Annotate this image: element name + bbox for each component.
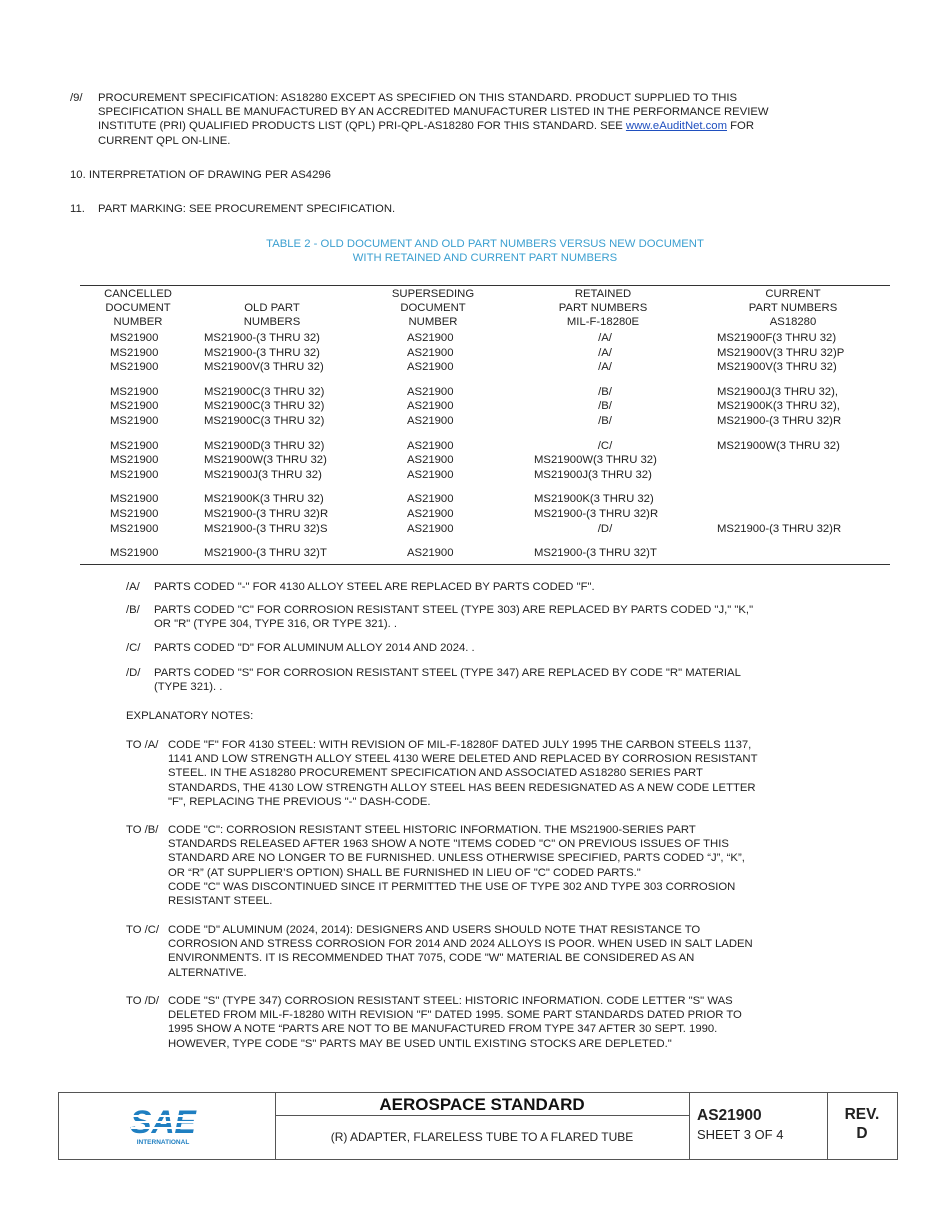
table-row bbox=[80, 346, 890, 361]
revision-value: D bbox=[856, 1125, 868, 1142]
superseding-document: AS21900 bbox=[407, 507, 454, 520]
eauditnet-link[interactable]: www.eAuditNet.com bbox=[625, 120, 728, 133]
retained-part-number: /A/ bbox=[598, 361, 612, 374]
cancelled-document: MS21900 bbox=[110, 346, 159, 359]
explanatory-c-tag: TO /C/ bbox=[126, 924, 160, 936]
note-9 bbox=[70, 91, 870, 148]
table-row bbox=[80, 453, 890, 468]
header-cancelled-document: CANCELLED DOCUMENT NUMBER bbox=[104, 288, 172, 329]
cancelled-document: MS21900 bbox=[110, 400, 159, 413]
current-part-number: MS21900J(3 THRU 32), bbox=[717, 385, 838, 398]
old-part-number: MS21900C(3 THRU 32) bbox=[204, 400, 325, 413]
current-part-number: MS21900-(3 THRU 32)R bbox=[717, 414, 842, 427]
note-9-body-after: FOR CURRENT QPL ON-LINE. bbox=[98, 120, 755, 147]
sae-logo bbox=[59, 1093, 275, 1159]
cancelled-document: MS21900 bbox=[110, 547, 159, 560]
explanatory-heading: EXPLANATORY NOTES: bbox=[126, 710, 254, 722]
table-row bbox=[80, 414, 890, 429]
footnote-c bbox=[126, 641, 846, 655]
footnote-c-tag: /C/ bbox=[126, 642, 141, 654]
retained-part-number: /B/ bbox=[598, 385, 612, 398]
note-11-tag: 11. bbox=[70, 203, 85, 215]
current-part-number: MS21900K(3 THRU 32), bbox=[717, 400, 840, 413]
table-bottom-rule bbox=[80, 564, 890, 565]
table-row bbox=[80, 399, 890, 414]
current-part-number: MS21900-(3 THRU 32)R bbox=[717, 522, 842, 535]
revision-cell bbox=[827, 1093, 897, 1159]
document-title: (R) ADAPTER, FLARELESS TUBE TO A FLARED TUBE bbox=[330, 1130, 634, 1144]
cancelled-document: MS21900 bbox=[110, 385, 159, 398]
retained-part-number: /A/ bbox=[598, 346, 612, 359]
table-row bbox=[80, 385, 890, 400]
old-part-number: MS21900-(3 THRU 32)S bbox=[204, 522, 328, 535]
table-row bbox=[80, 439, 890, 454]
superseding-document: AS21900 bbox=[407, 547, 454, 560]
retained-part-number: MS21900-(3 THRU 32)R bbox=[534, 507, 659, 520]
note-9-body: PROCUREMENT SPECIFICATION: AS18280 EXCEPT AS SPECIFIED ON THIS STANDARD. PRODUCT SUPPLIED TO THIS SPECIFICATION SHALL BE MANUFACTURED BY AN ACCREDITED MANUFACTURER LISTED IN THE PERFORMANCE REVIEW INSTITUTE (PRI) QUALIFIED PRODUCTS LIST (QPL) PRI-QPL-AS18280 FOR THIS STANDARD. SEE bbox=[98, 92, 769, 133]
old-part-number: MS21900K(3 THRU 32) bbox=[204, 493, 324, 506]
footnote-c-text: PARTS CODED "D" FOR ALUMINUM ALLOY 2014 AND 2024. . bbox=[154, 642, 475, 654]
footnote-b-text: PARTS CODED "C" FOR CORROSION RESISTANT STEEL (TYPE 303) ARE REPLACED BY PARTS CODED "J," "K," OR "R" (TYPE 304, TYPE 316, OR TYPE 321). . bbox=[154, 604, 754, 631]
retained-part-number: /B/ bbox=[598, 414, 612, 427]
retained-part-number: /B/ bbox=[598, 400, 612, 413]
table-title bbox=[80, 237, 890, 265]
superseding-document: AS21900 bbox=[407, 414, 454, 427]
cancelled-document: MS21900 bbox=[110, 414, 159, 427]
explanatory-c bbox=[126, 923, 846, 980]
old-part-number: MS21900-(3 THRU 32)T bbox=[204, 547, 327, 560]
old-part-number: MS21900-(3 THRU 32) bbox=[204, 332, 320, 344]
current-part-number: MS21900W(3 THRU 32) bbox=[717, 439, 840, 452]
superseding-document: AS21900 bbox=[407, 346, 454, 359]
sae-logo-subtitle: INTERNATIONAL bbox=[136, 1139, 190, 1146]
header-current-part-numbers: CURRENT PART NUMBERS AS18280 bbox=[748, 288, 838, 329]
cancelled-document: MS21900 bbox=[110, 454, 159, 467]
header-superseding-document: SUPERSEDING DOCUMENT NUMBER bbox=[391, 288, 475, 329]
document-number-cell bbox=[689, 1093, 828, 1159]
retained-part-number: MS21900J(3 THRU 32) bbox=[534, 468, 652, 481]
table-title-line-1: TABLE 2 - OLD DOCUMENT AND OLD PART NUMBERS VERSUS NEW DOCUMENT bbox=[266, 238, 704, 250]
table-top-rule bbox=[80, 285, 890, 286]
table-row bbox=[80, 360, 890, 375]
explanatory-b-text: CODE "C": CORROSION RESISTANT STEEL HISTORIC INFORMATION. THE MS21900-SERIES PART STANDARDS RELEASED AFTER 1963 SHOW A NOTE "ITEMS CODED "C" ON PREVIOUS ISSUES OF THIS STANDARD ARE NO LONGER TO BE FURNISHED. UNLESS OTHERWISE SPECIFIED, PARTS CODED “J”, “K”, OR “R” (AT SUPPLIER’S OPTION) SHALL BE FURNISHED IN LIEU OF "C" CODED PARTS." CODE "C" WAS DISCONTINUED SINCE IT PERMITTED THE USE OF TYPE 302 AND TYPE 303 CORROSION RESISTANT STEEL. bbox=[168, 824, 745, 908]
superseding-document: AS21900 bbox=[407, 361, 454, 374]
sae-logo-cell bbox=[59, 1093, 276, 1159]
cancelled-document: MS21900 bbox=[110, 468, 159, 481]
old-part-number: MS21900-(3 THRU 32)R bbox=[204, 507, 329, 520]
superseding-document: AS21900 bbox=[407, 332, 454, 344]
sheet-number: SHEET 3 OF 4 bbox=[697, 1127, 784, 1142]
superseding-document: AS21900 bbox=[407, 439, 454, 452]
explanatory-d-tag: TO /D/ bbox=[126, 995, 160, 1007]
footnote-d bbox=[126, 666, 846, 694]
title-cell bbox=[275, 1093, 690, 1159]
superseding-document: AS21900 bbox=[407, 454, 454, 467]
footnote-a bbox=[126, 580, 846, 594]
superseding-document: AS21900 bbox=[407, 400, 454, 413]
current-part-number: MS21900F(3 THRU 32) bbox=[717, 332, 837, 344]
old-part-number: MS21900V(3 THRU 32) bbox=[204, 361, 324, 374]
old-part-number: MS21900D(3 THRU 32) bbox=[204, 439, 325, 452]
current-part-number: MS21900V(3 THRU 32)P bbox=[717, 346, 845, 359]
note-9-text bbox=[98, 91, 769, 148]
title-block bbox=[58, 1092, 898, 1160]
footnote-b-tag: /B/ bbox=[126, 604, 140, 616]
footnote-d-tag: /D/ bbox=[126, 667, 141, 679]
old-part-number: MS21900J(3 THRU 32) bbox=[204, 468, 322, 481]
retained-part-number: MS21900W(3 THRU 32) bbox=[534, 454, 657, 467]
table-row bbox=[80, 331, 890, 346]
table-row bbox=[80, 507, 890, 522]
note-9-tag: /9/ bbox=[70, 92, 83, 104]
explanatory-d-text: CODE "S" (TYPE 347) CORROSION RESISTANT STEEL: HISTORIC INFORMATION. CODE LETTER "S" WAS DELETED FROM MIL-F-18280 WITH REVISION "F" DATED 1995. SOME PART STANDARDS DATED PRIOR TO 1995 SHOW A NOTE “PARTS ARE NOT TO BE MANUFACTURED FROM TYPE 347 AFTER 30 SEPT. 1990. HOWEVER, TYPE CODE "S" PARTS MAY BE USED UNTIL EXISTING STOCKS ARE DEPLETED." bbox=[168, 995, 742, 1050]
retained-part-number: MS21900K(3 THRU 32) bbox=[534, 493, 654, 506]
explanatory-b bbox=[126, 823, 846, 908]
explanatory-a-tag: TO /A/ bbox=[126, 739, 159, 751]
explanatory-d bbox=[126, 994, 846, 1051]
old-part-number: MS21900-(3 THRU 32) bbox=[204, 346, 320, 359]
standard-type: AEROSPACE STANDARD bbox=[275, 1093, 689, 1116]
document-number: AS21900 bbox=[697, 1107, 762, 1124]
footnote-b bbox=[126, 603, 846, 631]
sae-logo-wordmark: SAE bbox=[130, 1104, 196, 1140]
retained-part-number: /A/ bbox=[598, 332, 612, 344]
retained-part-number: /D/ bbox=[597, 522, 613, 535]
superseding-document: AS21900 bbox=[407, 522, 454, 535]
table-row bbox=[80, 546, 890, 561]
table-row bbox=[80, 468, 890, 483]
superseding-document: AS21900 bbox=[407, 468, 454, 481]
current-part-number: MS21900V(3 THRU 32) bbox=[717, 361, 837, 374]
table-row bbox=[80, 492, 890, 507]
cancelled-document: MS21900 bbox=[110, 522, 159, 535]
table-row bbox=[80, 522, 890, 537]
old-part-number: MS21900W(3 THRU 32) bbox=[204, 454, 327, 467]
table-header bbox=[80, 287, 890, 331]
note-11-text: PART MARKING: SEE PROCUREMENT SPECIFICATION. bbox=[98, 203, 396, 215]
superseding-document: AS21900 bbox=[407, 385, 454, 398]
explanatory-b-tag: TO /B/ bbox=[126, 824, 159, 836]
note-10: 10. INTERPRETATION OF DRAWING PER AS4296 bbox=[70, 169, 331, 181]
footnote-a-tag: /A/ bbox=[126, 581, 140, 593]
cancelled-document: MS21900 bbox=[110, 361, 159, 374]
superseding-document: AS21900 bbox=[407, 493, 454, 506]
explanatory-a bbox=[126, 738, 846, 809]
explanatory-c-text: CODE "D" ALUMINUM (2024, 2014): DESIGNERS AND USERS SHOULD NOTE THAT RESISTANCE TO CORROSION AND STRESS CORROSION FOR 2014 AND 2024 ALLOYS IS POOR. WHEN USED IN SALT LADEN ENVIRONMENTS. IT IS RECOMMENDED THAT 7075, CODE "W" MATERIAL BE CONSIDERED AS AN ALTERNATIVE. bbox=[168, 924, 753, 979]
old-part-number: MS21900C(3 THRU 32) bbox=[204, 414, 325, 427]
header-retained-part-numbers: RETAINED PART NUMBERS MIL-F-18280E bbox=[558, 288, 648, 329]
footnote-a-text: PARTS CODED "-" FOR 4130 ALLOY STEEL ARE REPLACED BY PARTS CODED "F". bbox=[154, 581, 595, 593]
table-body bbox=[80, 331, 890, 561]
cancelled-document: MS21900 bbox=[110, 332, 159, 344]
cancelled-document: MS21900 bbox=[110, 439, 159, 452]
table-title-line-2: WITH RETAINED AND CURRENT PART NUMBERS bbox=[352, 252, 618, 265]
old-part-number: MS21900C(3 THRU 32) bbox=[204, 385, 325, 398]
revision-label: REV. bbox=[844, 1106, 880, 1123]
cancelled-document: MS21900 bbox=[110, 507, 159, 520]
explanatory-a-text: CODE "F" FOR 4130 STEEL: WITH REVISION OF MIL-F-18280F DATED JULY 1995 THE CARBON STEELS 1137, 1141 AND LOW STRENGTH ALLOY STEEL 4130 WERE DELETED AND REPLACED BY CORROSION RESISTANT STEEL. IN THE AS18280 PROCUREMENT SPECIFICATION AND ASSOCIATED AS18280 SERIES PART STANDARDS, THE 4130 LOW STRENGTH ALLOY STEEL HAS BEEN REDESIGNATED AS A NEW CODE LETTER "F", REPLACING THE PREVIOUS "-" DASH-CODE. bbox=[168, 739, 758, 808]
note-11 bbox=[70, 202, 395, 216]
cancelled-document: MS21900 bbox=[110, 493, 159, 506]
retained-part-number: MS21900-(3 THRU 32)T bbox=[534, 547, 657, 560]
header-old-part-numbers: OLD PART NUMBERS bbox=[243, 302, 301, 329]
footnote-d-text: PARTS CODED "S" FOR CORROSION RESISTANT STEEL (TYPE 347) ARE REPLACED BY CODE "R" MATERIAL (TYPE 321). . bbox=[154, 667, 741, 694]
retained-part-number: /C/ bbox=[597, 439, 613, 452]
